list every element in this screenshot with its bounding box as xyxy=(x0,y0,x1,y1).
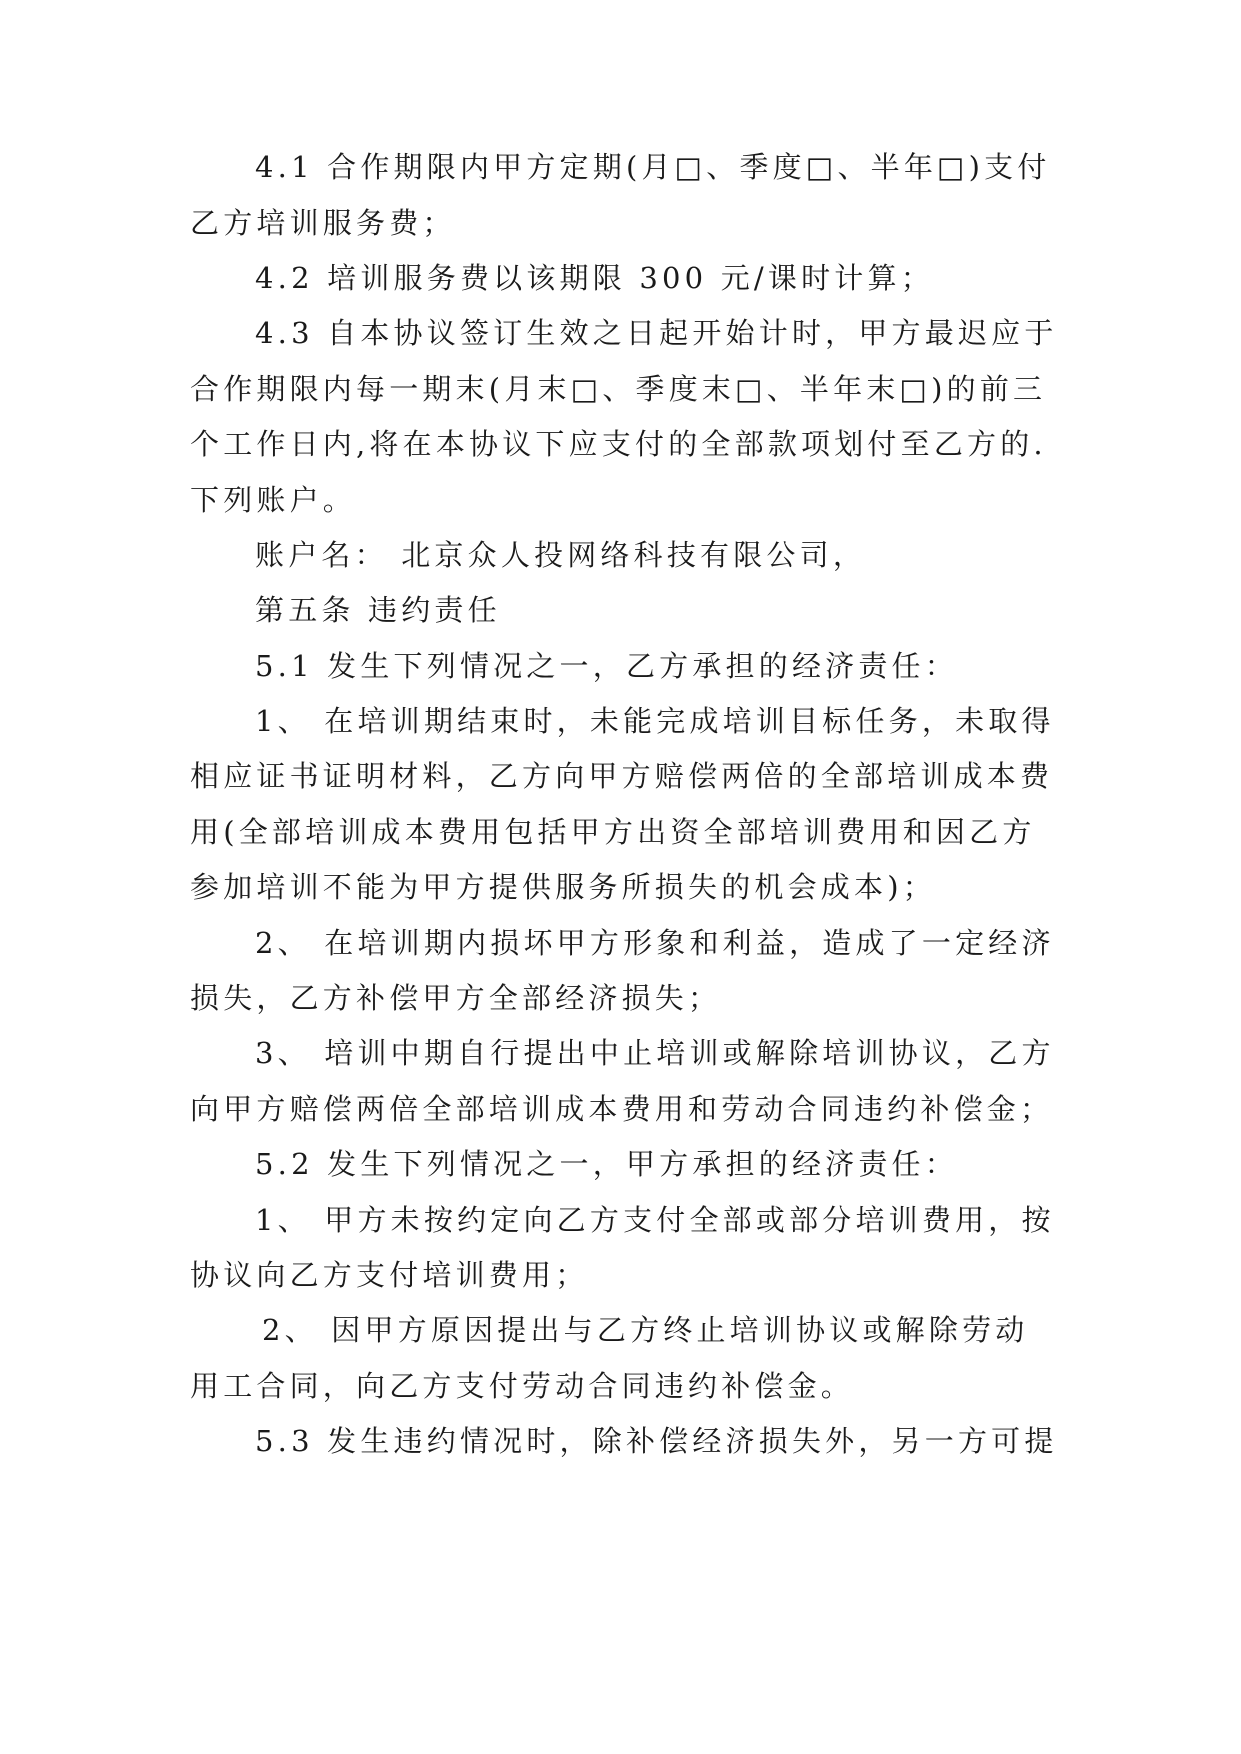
clause-4-1-line-2: 乙方培训服务费； xyxy=(190,206,456,240)
article-5-heading: 第五条 违约责任 xyxy=(255,593,501,627)
clause-5-1-item-2-line-1: 2、 在培训期内损坏甲方形象和利益，造成了一定经济 xyxy=(255,926,1055,960)
clause-5-1-item-1-line-2: 相应证书证明材料，乙方向甲方赔偿两倍的全部培训成本费 xyxy=(190,759,1054,793)
clause-5-2-item-1-line-1: 1、 甲方未按约定向乙方支付全部或部分培训费用，按 xyxy=(255,1203,1055,1237)
clause-4-2: 4.2 培训服务费以该期限 300 元/课时计算； xyxy=(255,261,934,295)
clause-4-3-line-4: 下列账户。 xyxy=(190,483,357,517)
clause-5-1-item-1-line-1: 1、 在培训期结束时，未能完成培训目标任务，未取得 xyxy=(255,704,1055,738)
clause-5-1-item-1-line-4: 参加培训不能为甲方提供服务所损失的机会成本)； xyxy=(190,870,936,904)
clause-5-2-item-1-line-2: 协议向乙方支付培训费用； xyxy=(190,1258,589,1292)
clause-5-1-item-1-line-3: 用(全部培训成本费用包括甲方出资全部培训费用和因乙方 xyxy=(190,815,1036,849)
clause-4-3-line-1: 4.3 自本协议签订生效之日起开始计时，甲方最迟应于 xyxy=(255,316,1058,350)
clause-4-1-line-1: 4.1 合作期限内甲方定期(月□、季度□、半年□)支付 xyxy=(255,150,1051,184)
clause-5-1: 5.1 发生下列情况之一，乙方承担的经济责任： xyxy=(255,649,958,683)
clause-5-1-item-2-line-2: 损失，乙方补偿甲方全部经济损失； xyxy=(190,981,722,1015)
clause-5-1-item-3-line-2: 向甲方赔偿两倍全部培训成本费用和劳动合同违约补偿金； xyxy=(190,1092,1054,1126)
clause-5-2-item-2-line-2: 用工合同，向乙方支付劳动合同违约补偿金。 xyxy=(190,1369,855,1403)
clause-4-3-line-2: 合作期限内每一期末(月末□、季度末□、半年末□)的前三 xyxy=(190,372,1047,406)
clause-4-3-line-3: 个工作日内,将在本协议下应支付的全部款项划付至乙方的. xyxy=(190,427,1047,461)
account-name: 账户名： 北京众人投网络科技有限公司， xyxy=(255,538,867,572)
clause-5-1-item-3-line-1: 3、 培训中期自行提出中止培训或解除培训协议，乙方 xyxy=(255,1036,1055,1070)
clause-5-2: 5.2 发生下列情况之一，甲方承担的经济责任： xyxy=(255,1147,958,1181)
clause-5-2-item-2-line-1: 2、 因甲方原因提出与乙方终止培训协议或解除劳动 xyxy=(262,1313,1029,1347)
clause-5-3-line-1: 5.3 发生违约情况时，除补偿经济损失外，另一方可提 xyxy=(255,1424,1058,1458)
